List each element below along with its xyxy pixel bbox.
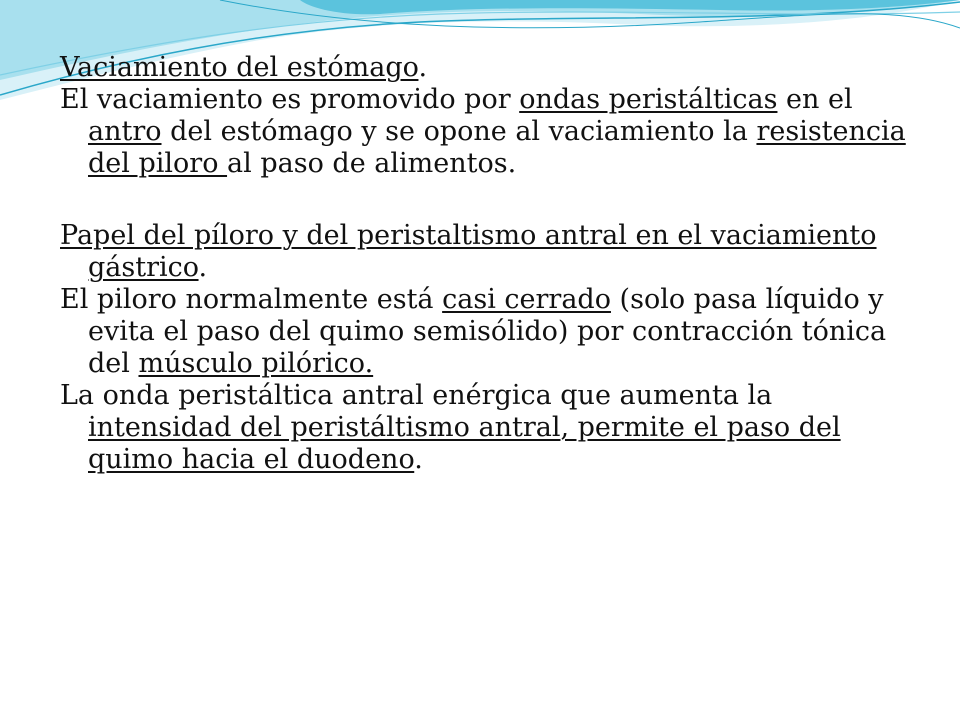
paragraph-piloro [60, 284, 920, 380]
spacer [60, 180, 920, 220]
p1-text-4: al paso de alimentos. [227, 148, 517, 179]
heading-papel-piloro-period: . [198, 252, 208, 283]
heading-vaciamiento-period: . [418, 52, 428, 83]
paragraph-onda [60, 380, 920, 476]
heading-vaciamiento-text: Vaciamiento del estómago [60, 52, 419, 83]
p2-text-2: (solo pasa líquido y evita el paso del quimo semisólido) por contracción tónica del [88, 284, 887, 379]
p2-text-1: El piloro normalmente está [60, 284, 443, 315]
p1-text-3: del estómago y se opone al vaciamiento la [161, 116, 757, 147]
paragraph-vaciamiento [60, 84, 920, 180]
p2-underline-casi-cerrado: casi cerrado [442, 284, 611, 315]
p3-text-2: . [414, 444, 423, 475]
slide-body [60, 52, 920, 476]
p1-text-2: en el [777, 84, 853, 115]
p1-underline-ondas: ondas peristálticas [519, 84, 778, 115]
p1-underline-resistencia: resistencia del piloro [88, 116, 906, 179]
p1-text-1: El vaciamiento es promovido por [60, 84, 520, 115]
heading-papel-piloro-text: Papel del píloro y del peristaltismo antral en el vaciamiento gástrico [60, 220, 877, 283]
heading-papel-piloro [60, 220, 920, 284]
heading-vaciamiento [60, 52, 920, 84]
p2-underline-musculo: músculo pilórico. [138, 348, 374, 379]
p3-underline-intensidad: intensidad del peristáltismo antral, permite el paso del quimo hacia el duodeno [88, 412, 841, 475]
p3-text-1: La onda peristáltica antral enérgica que aumenta la [60, 380, 773, 411]
p1-underline-antro: antro [88, 116, 162, 147]
